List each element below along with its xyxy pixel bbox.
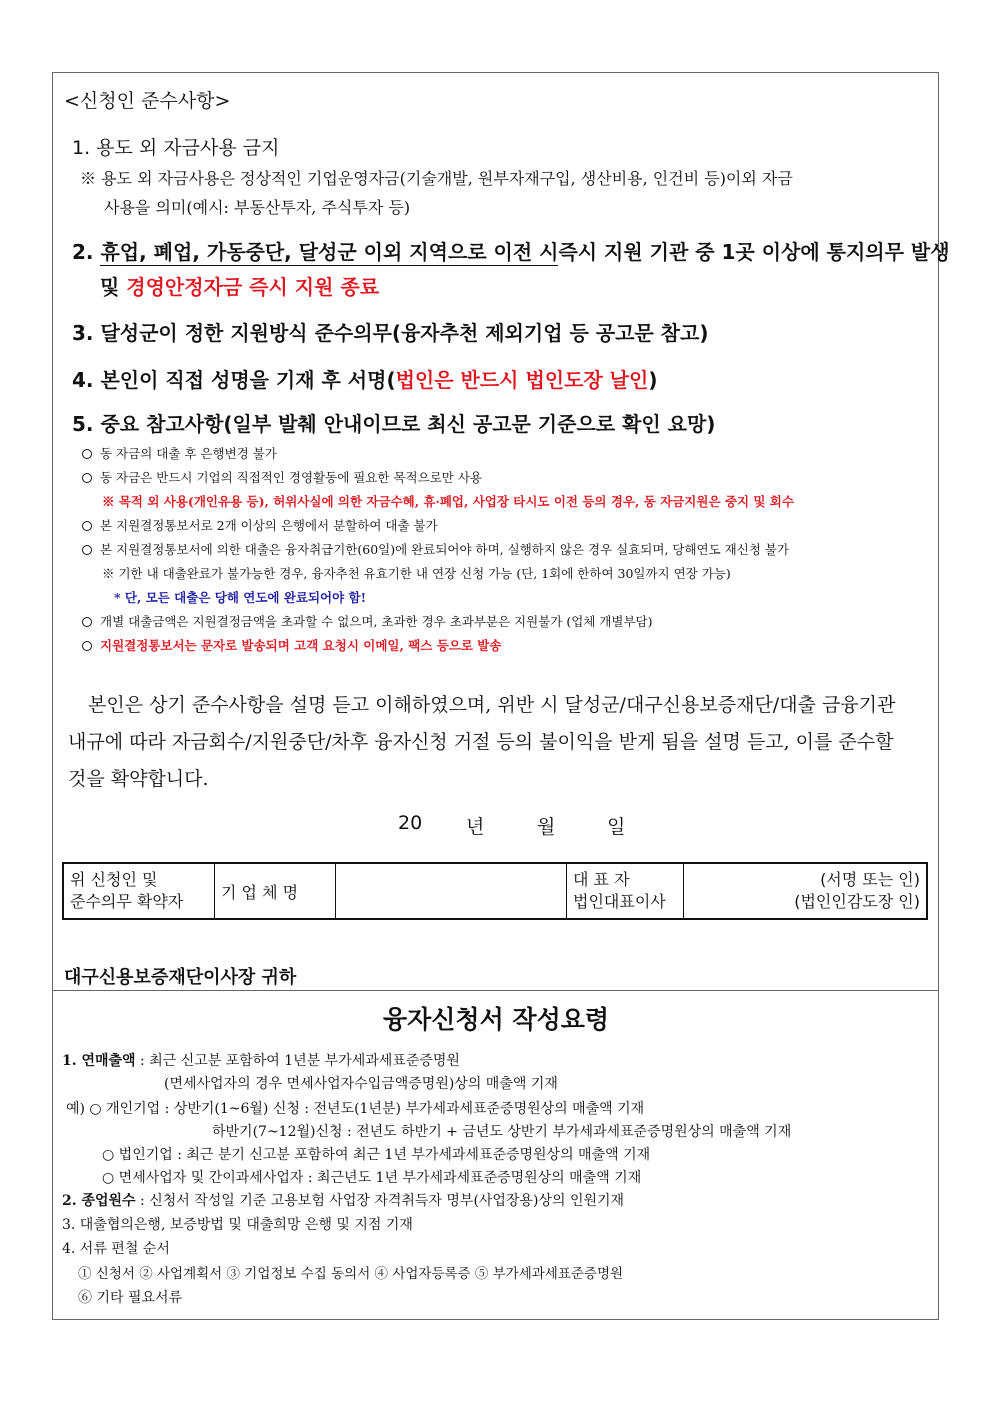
- date-day-label: 일: [607, 816, 626, 838]
- guide-row-4: 하반기(7~12월)신청 : 전년도 하반기 + 금년도 상반기 부가세과세표준증명원상의 매출액 기재: [212, 1124, 792, 1140]
- item-4-title: 4. 본인이 직접 성명을 기재 후 서명(법인은 반드시 법인도장 날인): [72, 368, 658, 392]
- company-name-field[interactable]: [336, 863, 567, 919]
- guide-row-7: 2. 종업원수 : 신청서 작성일 기준 고용보험 사업장 자격취득자 명부(사업장용)상의 인원기재: [62, 1193, 625, 1209]
- circle-bullet-icon: [82, 617, 92, 627]
- note-warning: ※ 목적 외 사용(개인유용 등), 허위사실에 의한 자금수혜, 휴·폐업, 사업장 타시도 이전 등의 경우, 동 자금지원은 중지 및 회수: [102, 494, 794, 509]
- item-1-note-line2: 사용을 의미(예시: 부동산투자, 주식투자 등): [104, 198, 411, 217]
- item-2-line1: 2. 휴업, 폐업, 가동중단, 달성군 이외 지역으로 이전 시 즉시 지원 기관 중 1곳 이상에 통지의무 발생: [72, 240, 950, 264]
- circle-bullet-icon: [82, 449, 92, 459]
- guide-row-2: (면세사업자의 경우 면세사업자수입금액증명원)상의 매출액 기재: [164, 1076, 558, 1092]
- date-year: 20: [398, 812, 423, 834]
- note-item: 개별 대출금액은 지원결정금액을 초과할 수 없으며, 초과한 경우 초과부분은 지원불가 (업체 개별부담): [82, 612, 653, 630]
- guide-row-3: 예) ○ 개인기업 : 상반기(1~6월) 신청 : 전년도(1년분) 부가세과세표준증명원상의 매출액 기재: [66, 1101, 645, 1117]
- guide-title: 융자신청서 작성요령: [382, 1005, 610, 1034]
- date-year-label: 년: [466, 816, 485, 838]
- company-name-label: 기 업 체 명: [215, 863, 336, 919]
- representative-label-cell: 대 표 자 법인대표이사: [567, 863, 684, 919]
- guide-row-9: 4. 서류 편철 순서: [62, 1241, 170, 1257]
- addressee: 대구신용보증재단이사장 귀하: [64, 967, 297, 988]
- note-item-red: 지원결정통보서는 문자로 발송되며 고객 요청시 이메일, 팩스 등으로 발송: [82, 636, 501, 654]
- item-1-note-line1: ※ 용도 외 자금사용은 정상적인 기업운영자금(기술개발, 원부자재구입, 생산비용, 인건비 등)이외 자금: [80, 169, 793, 188]
- guide-row-6: ○ 면세사업자 및 간이과세사업자 : 최근년도 1년 부가세과세표준증명원상의 매출액 기재: [102, 1170, 642, 1186]
- note-item: 본 지원결정통보서로 2개 이상의 은행에서 분할하여 대출 불가: [82, 516, 438, 534]
- circle-bullet-icon: [82, 545, 92, 555]
- section-divider: [52, 990, 939, 991]
- guide-row-8: 3. 대출협의은행, 보증방법 및 대출희망 은행 및 지점 기재: [62, 1217, 413, 1233]
- pledge-line2: 내규에 따라 자금회수/지원중단/차후 융자신청 거절 등의 불이익을 받게 됨을 설명 듣고, 이를 준수할: [68, 731, 894, 753]
- pledge-line3: 것을 확약합니다.: [68, 768, 209, 790]
- pledge-line1: 본인은 상기 준수사항을 설명 듣고 이해하였으며, 위반 시 달성군/대구신용보증재단/대출 금융기관: [88, 694, 896, 716]
- note-subitem: ※ 기한 내 대출완료가 불가능한 경우, 융자추천 유효기한 내 연장 신청 가능 (단, 1회에 한하여 30일까지 연장 가능): [102, 566, 731, 581]
- item-2-line2: 및 경영안정자금 즉시 지원 종료: [100, 275, 380, 299]
- note-item: 본 지원결정통보서에 의한 대출은 융자취급기한(60일)에 완료되어야 하며, 실행하지 않은 경우 실효되며, 당해연도 재신청 불가: [82, 540, 789, 558]
- note-emphasis: * 단, 모든 대출은 당해 연도에 완료되어야 함!: [114, 590, 367, 605]
- signature-table: [62, 862, 928, 920]
- note-item: 동 자금의 대출 후 은행변경 불가: [82, 444, 277, 462]
- guide-row-10: ① 신청서 ② 사업계획서 ③ 기업정보 수집 동의서 ④ 사업자등록증 ⑤ 부가세과세표준증명원: [78, 1266, 624, 1282]
- guide-row-5: ○ 법인기업 : 최근 분기 신고분 포함하여 최근 1년 부가세과세표준증명원상의 매출액 기재: [102, 1147, 651, 1163]
- signature-field[interactable]: (서명 또는 인) (법인인감도장 인): [684, 863, 928, 919]
- note-item: 동 자금은 반드시 기업의 직접적인 경영활동에 필요한 목적으로만 사용: [82, 468, 482, 486]
- circle-bullet-icon: [82, 473, 92, 483]
- guide-row-1: 1. 연매출액 : 최근 신고분 포함하여 1년분 부가세과세표준증명원: [62, 1053, 460, 1069]
- item-2-red-text: 경영안정자금 즉시 지원 종료: [126, 275, 380, 299]
- guide-row-11: ⑥ 기타 필요서류: [78, 1290, 183, 1306]
- date-month-label: 월: [537, 816, 556, 838]
- item-1-title: 1. 용도 외 자금사용 금지: [72, 137, 280, 159]
- circle-bullet-icon: [82, 641, 92, 651]
- applicant-label-cell: 위 신청인 및 준수의무 확약자: [63, 863, 215, 919]
- item-3-title: 3. 달성군이 정한 지원방식 준수의무(융자추천 제외기업 등 공고문 참고): [72, 321, 709, 345]
- circle-bullet-icon: [82, 521, 92, 531]
- item-5-title: 5. 중요 참고사항(일부 발췌 안내이므로 최신 공고문 기준으로 확인 요망): [72, 412, 716, 436]
- item-2-underlined: 휴업, 폐업, 가동중단, 달성군 이외 지역으로 이전 시: [100, 240, 559, 264]
- section-header: <신청인 준수사항>: [64, 90, 231, 112]
